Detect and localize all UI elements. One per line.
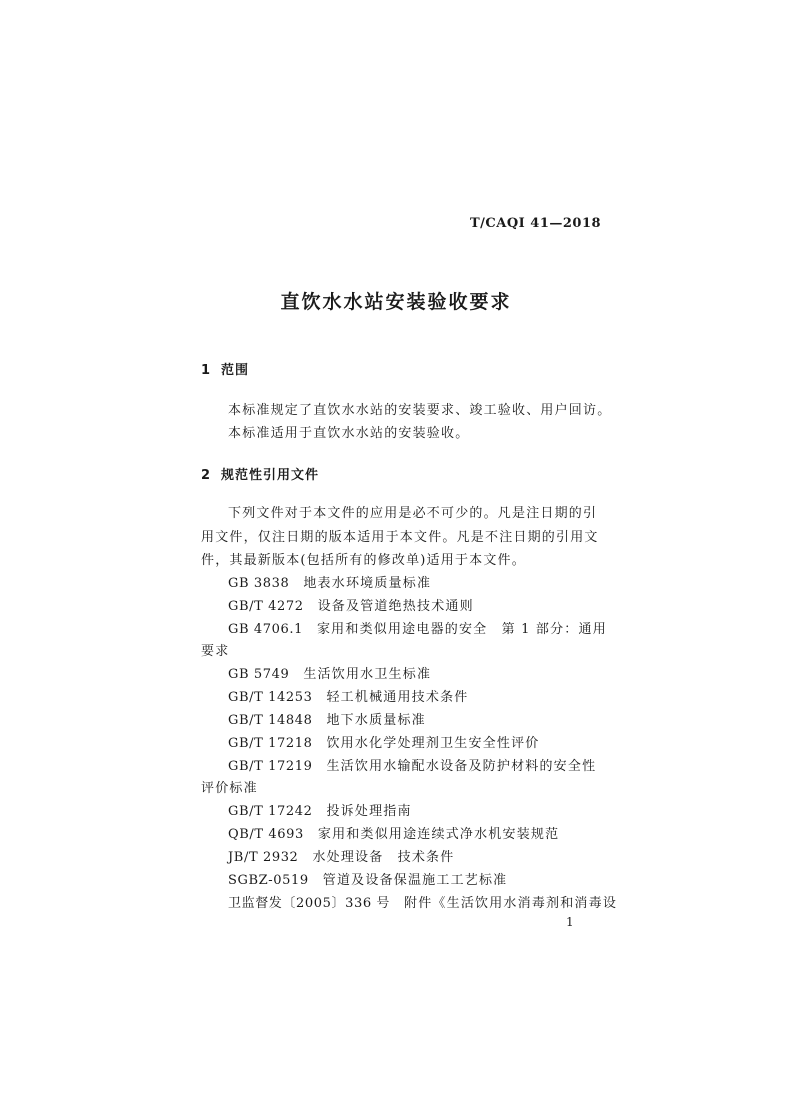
page-number: 1 [566,915,574,929]
section-title: 范围 [221,363,250,378]
reference-title: 家用和类似用途电器的安全 第 1 部分：通用 [316,622,607,637]
reference-item [228,732,540,751]
reference-item [228,846,454,865]
reference-id: SGBZ-0519 [228,873,309,888]
document-title: 直饮水水站安装验收要求 [280,291,512,313]
section-1-heading [201,359,249,378]
section-number: 1 [201,363,212,378]
reference-title: 地下水质量标准 [326,713,426,728]
reference-item [228,572,431,591]
reference-item [228,892,617,911]
reference-id: GB/T 17242 [228,804,313,819]
reference-id: JB/T 2932 [228,850,299,865]
reference-item [228,800,412,819]
reference-title: 设备及管道绝热技术通则 [317,599,474,614]
intro-line: 用文件，仅注日期的版本适用于本文件。凡是不注日期的引用文 [201,530,599,545]
reference-title: 地表水环境质量标准 [303,576,432,591]
reference-id: GB/T 17219 [228,759,313,774]
reference-continuation: 评价标准 [201,781,258,796]
reference-title: 生活饮用水输配水设备及防护材料的安全性 [326,759,597,774]
reference-title: 水处理设备 技术条件 [312,850,455,865]
reference-id: GB 5749 [228,667,290,682]
reference-id: GB 4706.1 [228,622,303,637]
reference-item [228,595,474,614]
paragraph: 本标准规定了直饮水水站的安装要求、竣工验收、用户回访。 [228,403,612,418]
reference-title: 管道及设备保温施工工艺标准 [322,873,508,888]
reference-id: QB/T 4693 [228,827,304,842]
reference-item [228,755,596,774]
reference-id: GB/T 4272 [228,599,304,614]
reference-id: GB/T 14848 [228,713,313,728]
reference-id: GB 3838 [228,576,290,591]
reference-item [228,823,559,842]
reference-item [228,618,607,637]
reference-id: GB/T 17218 [228,736,313,751]
intro-line: 下列文件对于本文件的应用是必不可少的。凡是注日期的引 [228,506,598,521]
reference-title: 附件《生活饮用水消毒剂和消毒设 [404,896,618,911]
reference-title: 轻工机械通用技术条件 [326,690,469,705]
reference-item [228,686,469,705]
standard-code: T/CAQI 41—2018 [470,216,602,231]
reference-continuation: 要求 [201,644,230,659]
section-2-heading [201,464,319,483]
section-title: 规范性引用文件 [221,468,320,483]
reference-item [228,709,426,728]
reference-title: 饮用水化学处理剂卫生安全性评价 [326,736,540,751]
reference-title: 家用和类似用途连续式净水机安装规范 [317,827,560,842]
reference-id: GB/T 14253 [228,690,313,705]
reference-title: 投诉处理指南 [326,804,412,819]
reference-item [228,869,507,888]
reference-id: 卫监督发〔2005〕336 号 [228,896,391,911]
paragraph: 本标准适用于直饮水水站的安装验收。 [228,426,470,441]
intro-line: 件，其最新版本(包括所有的修改单)适用于本文件。 [201,553,526,568]
section-number: 2 [201,468,212,483]
reference-item [228,663,431,682]
reference-title: 生活饮用水卫生标准 [303,667,432,682]
